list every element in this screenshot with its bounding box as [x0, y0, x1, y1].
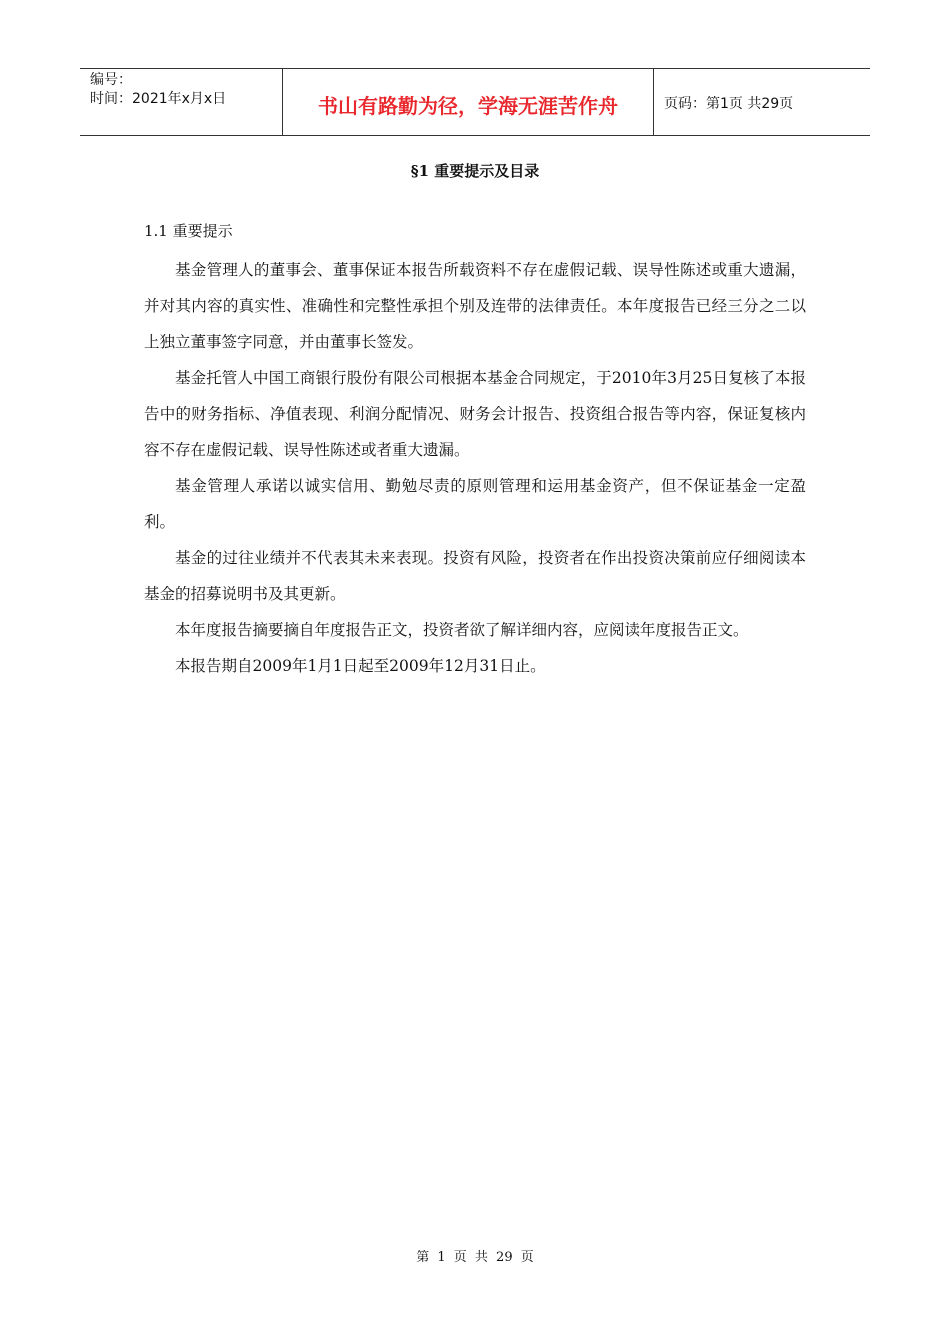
paragraph-manager-commitment: 基金管理人承诺以诚实信用、勤勉尽责的原则管理和运用基金资产，但不保证基金一定盈利。 [144, 477, 806, 531]
section-title: §1 重要提示及目录 [410, 162, 540, 180]
document-time-label: 时间：2021年x月x日 [90, 91, 227, 107]
paragraph-responsibility: 基金管理人的董事会、董事保证本报告所载资料不存在虚假记载、误导性陈述或重大遗漏，并对其内容的真实性、准确性和完整性承担个别及连带的法律责任。本年度报告已经三分之二以上独立董事签字同意，并由董事长签发。 [144, 261, 806, 351]
subsection-title: 1.1 重要提示 [144, 222, 233, 240]
page-header [80, 68, 870, 136]
paragraph-custodian-review: 基金托管人中国工商银行股份有限公司根据本基金合同规定，于2010年3月25日复核了本报告中的财务指标、净值表现、利润分配情况、财务会计报告、投资组合报告等内容，保证复核内容不存在虚假记载、误导性陈述或者重大遗漏。 [144, 369, 806, 459]
paragraph-risk-warning: 基金的过往业绩并不代表其未来表现。投资有风险，投资者在作出投资决策前应仔细阅读本基金的招募说明书及其更新。 [144, 549, 806, 603]
header-motto: 书山有路勤为径，学海无涯苦作舟 [282, 69, 654, 135]
header-page-info: 页码：第1页 共29页 [664, 96, 794, 112]
document-number-label: 编号： [90, 72, 132, 88]
document-body [144, 252, 806, 684]
paragraph-report-period: 本报告期自2009年1月1日起至2009年12月31日止。 [175, 657, 546, 675]
paragraph-summary-note: 本年度报告摘要摘自年度报告正文，投资者欲了解详细内容，应阅读年度报告正文。 [175, 621, 749, 639]
page-footer: 第 1 页 共 29 页 [416, 1250, 534, 1265]
header-meta [80, 69, 282, 135]
